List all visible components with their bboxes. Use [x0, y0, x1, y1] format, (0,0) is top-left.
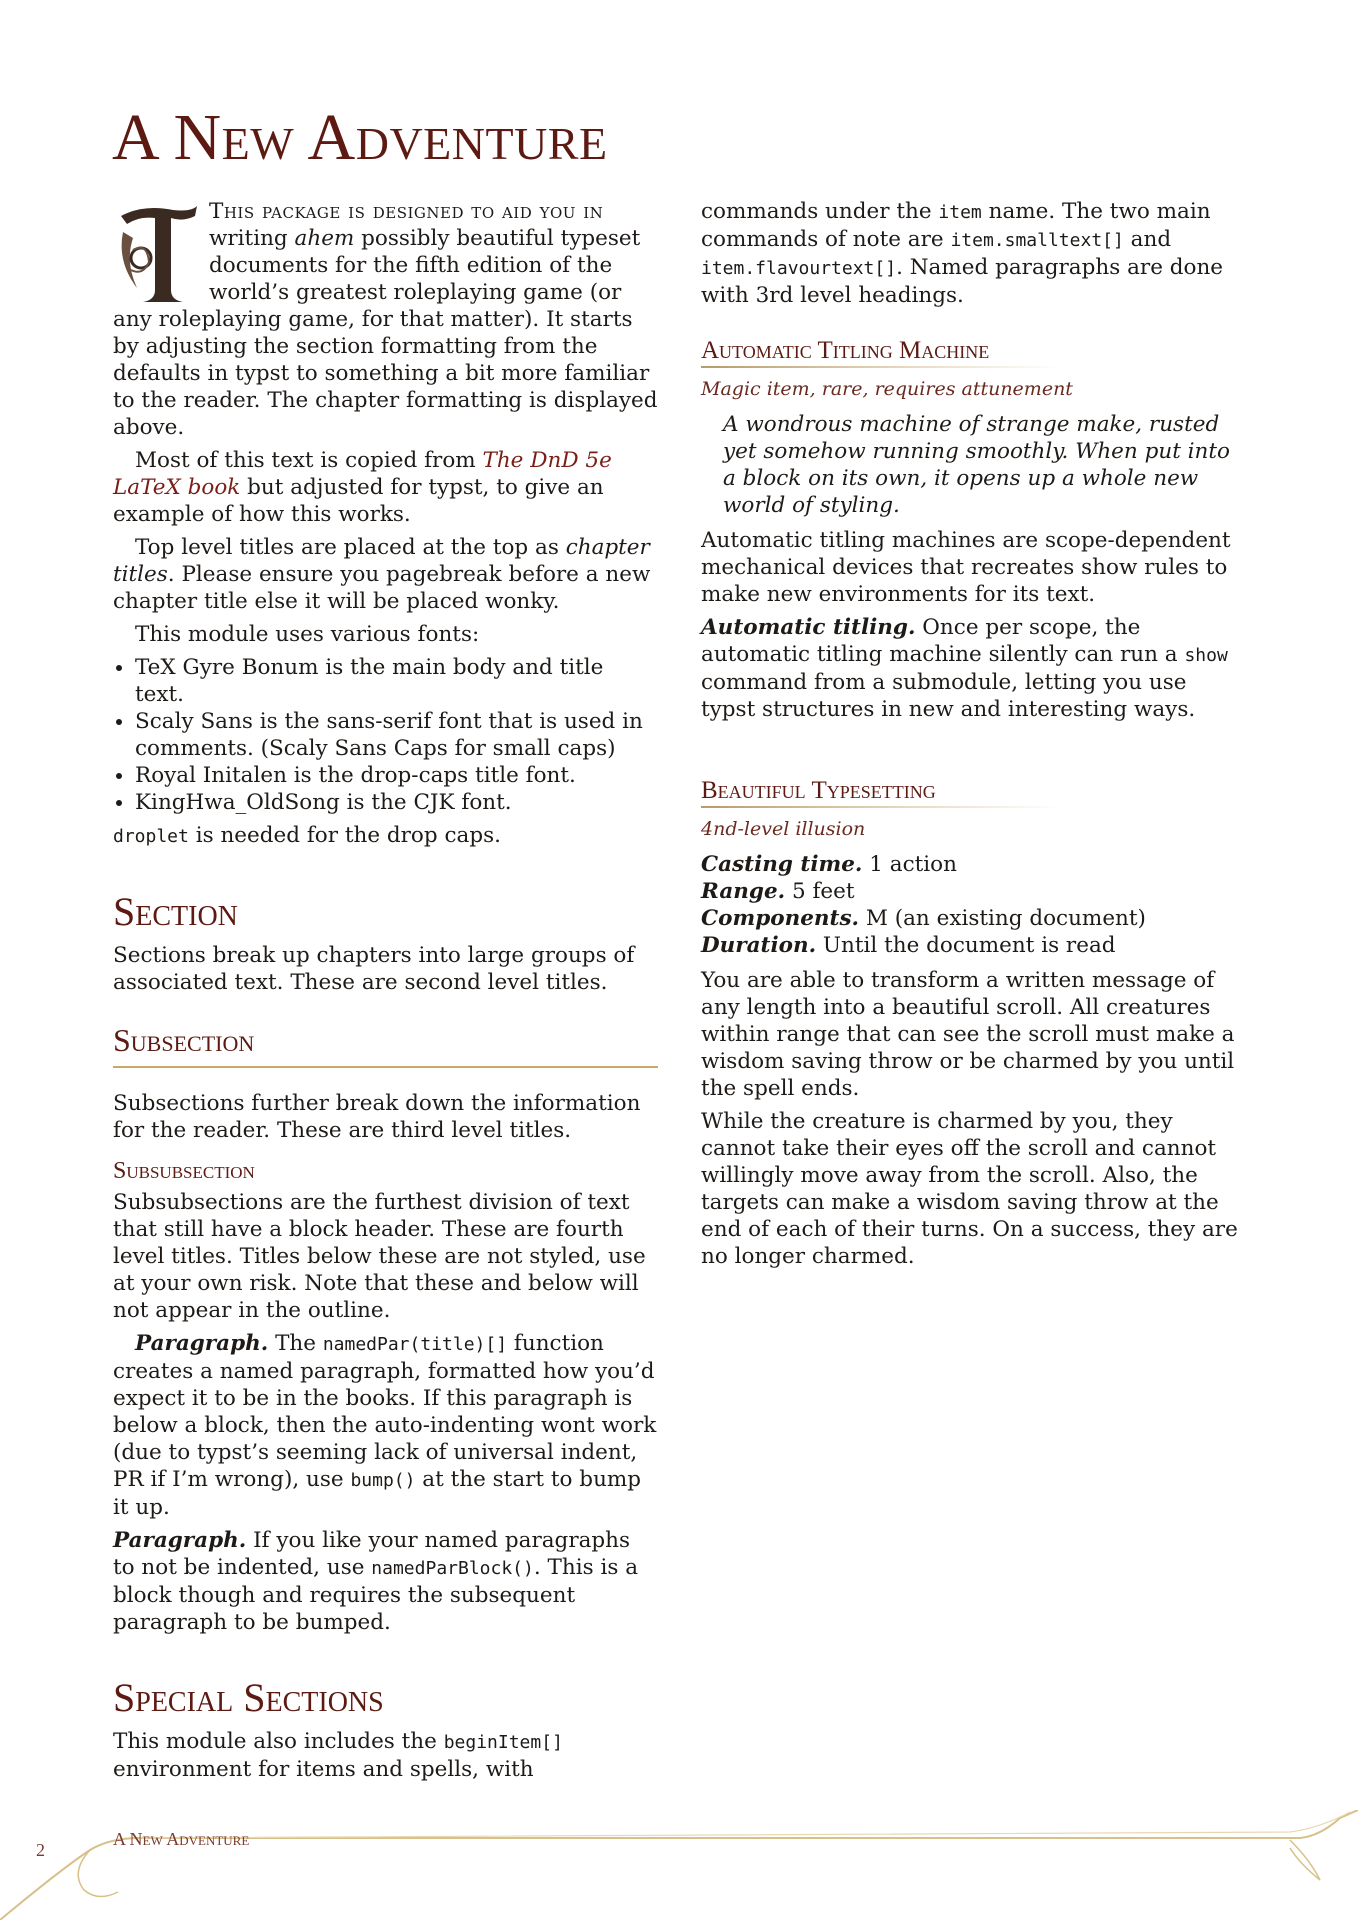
spell-heading: Beautiful Typesetting: [701, 777, 936, 804]
special-sections-heading: Special Sections: [113, 1675, 384, 1720]
stat-value: 1 action: [862, 852, 957, 877]
item-subtitle: Magic item, rare, requires attunement: [701, 378, 1073, 400]
stat-label: Casting time.: [701, 852, 863, 877]
para1-text-a: The: [268, 1331, 323, 1356]
spell-range: [701, 878, 1241, 905]
paragraph-top-level: [113, 534, 658, 615]
para1-text-c: at the start to bump it up.: [113, 1467, 642, 1520]
named-paragraph-2: [113, 1527, 658, 1636]
spell-casting-time: [701, 851, 1241, 878]
intro-paragraph: [113, 198, 658, 441]
spell-description-1: You are able to transform a written message of any length into a beautiful scroll. All creatures within range that can see the scroll must make a wisdom saving throw or be charmed by you until the spell ends.: [701, 968, 1235, 1101]
para1-code-bump: bump(): [350, 1470, 416, 1491]
spell-heading-rule: [701, 806, 1061, 808]
chapter-title: A New Adventure: [112, 101, 608, 174]
spell-duration: [701, 932, 1241, 959]
list-item: • TeX Gyre Bonum is the main body and title text.: [135, 654, 658, 708]
cont-code-smalltext: item.smalltext[]: [950, 230, 1124, 251]
spell-description-2: While the creature is charmed by you, they cannot take their eyes off the scroll and cannot willingly move away from the scroll. Also, the targets can make a wisdom saving throw at the end of each of their turns. On a success, they are no longer charmed.: [701, 1109, 1238, 1269]
subsubsection-text: Subsubsections are the furthest division of text that still have a block header. These are fourth level titles. Titles below these are not styled, use at your own risk. Note that these and below will not appear in the outline.: [113, 1190, 646, 1323]
subsection-heading: Subsection: [113, 1022, 255, 1058]
stat-value: M (an existing document): [859, 906, 1146, 931]
named-paragraph-title: Paragraph.: [113, 1528, 247, 1553]
para2-code: namedParBlock(): [371, 1558, 534, 1579]
stat-label: Duration.: [701, 933, 817, 958]
intro-lead-text: This package is designed to aid you in: [209, 199, 604, 224]
section-heading: Section: [113, 889, 238, 934]
special-text-b: environment for items and spells, with: [113, 1757, 534, 1782]
stat-value: 5 feet: [785, 879, 855, 904]
para2-text-a: If you like your named paragraphs to not be indented, use: [113, 1528, 631, 1580]
droplet-code: droplet: [113, 826, 189, 847]
cont-code-flavourtext: item.flavourtext[]: [701, 258, 897, 279]
stat-value: Until the document is read: [816, 933, 1116, 958]
item-description: Automatic titling machines are scope-dependent mechanical devices that recreates show rules to make new environments for its text.: [701, 528, 1231, 607]
item-heading-rule: [701, 366, 1061, 368]
list-item: • KingHwa_OldSong is the CJK font.: [135, 789, 658, 816]
cont-code-item: item: [938, 202, 982, 223]
item-named-title: Automatic titling.: [701, 615, 916, 640]
para2-text-b: . This is a block though and requires the subsequent paragraph to be bumped.: [113, 1555, 639, 1635]
page-number: 2: [36, 1840, 45, 1860]
item-named-paragraph: [701, 614, 1241, 723]
intro-ahem: ahem: [294, 226, 355, 251]
running-title: A New Adventure: [113, 1829, 250, 1849]
cont-text-c: and: [1123, 227, 1172, 252]
section-text: Sections break up chapters into large groups of associated text. These are second level titles.: [113, 943, 635, 995]
intro-text-1: writing: [209, 226, 295, 251]
item-heading: Automatic Titling Machine: [701, 337, 990, 364]
p3-text-b: . Please ensure you pagebreak before a new chapter title else it will be placed wonky.: [113, 562, 651, 614]
paragraph-copied: [113, 447, 658, 528]
para1-text-b: function creates a named paragraph, formatted how you’d expect it to be in the books. If this paragraph is below a block, then the auto-indenting wont work (due to typst’s seeming lack of universal indent, PR if I’m wrong), use: [113, 1331, 657, 1492]
dropcap-t-icon: [113, 202, 201, 306]
spell-components: [701, 905, 1241, 932]
cont-text-b: name. The two main commands of note are: [701, 199, 1211, 252]
cont-text-a: commands under the: [701, 199, 939, 224]
named-paragraph-title: Paragraph.: [135, 1331, 269, 1356]
item-flavour-text: A wondrous machine of strange make, rusted yet somehow running smoothly. When put into a block on its own, it opens up a whole new world of styling.: [723, 412, 1230, 518]
stat-label: Components.: [701, 906, 860, 931]
item-named-text-a: Once per scope, the automatic titling machine silently can run a: [701, 615, 1185, 667]
list-item: • Royal Initalen is the drop-caps title font.: [135, 762, 658, 789]
right-column: [701, 198, 1241, 1276]
p3-text-a: Top level titles are placed at the top as: [135, 535, 566, 560]
subsection-rule: [113, 1066, 658, 1068]
item-named-text-b: command from a submodule, letting you use typst structures in new and interesting ways.: [701, 670, 1196, 722]
dnd-latex-book-link[interactable]: The DnD 5e LaTeX book: [113, 448, 612, 500]
special-code: beginItem[]: [443, 1732, 563, 1753]
paragraph-droplet: [113, 822, 658, 850]
special-text-a: This module also includes the: [113, 1729, 444, 1754]
cont-text-d: . Named paragraphs are done with 3rd level headings.: [701, 255, 1224, 308]
paragraph-fonts: This module uses various fonts:: [135, 622, 480, 647]
para1-code: namedPar(title)[]: [322, 1334, 508, 1355]
stat-label: Range.: [701, 879, 786, 904]
p2-text-a: Most of this text is copied from: [135, 448, 483, 473]
named-paragraph-1: [113, 1330, 658, 1521]
subsubsection-heading: Subsubsection: [113, 1158, 255, 1184]
subsection-text: Subsections further break down the information for the reader. These are third level titles.: [113, 1091, 641, 1143]
left-column: [113, 198, 658, 1789]
p3-emphasis: chapter titles: [113, 535, 650, 587]
intro-text-2: possibly beautiful typeset documents for the fifth edition of the world’s greatest roleplaying game (or any roleplaying game, for that matter). It starts by adjusting the section formatting from the defaults in typst to something a bit more familiar to the reader. The chapter formatting is displayed above.: [113, 226, 658, 440]
p2-text-b: but adjusted for typst, to give an example of how this works.: [113, 475, 604, 527]
list-item: • Scaly Sans is the sans-serif font that is used in comments. (Scaly Sans Caps for small caps): [135, 708, 658, 762]
special-sections-text: [113, 1728, 658, 1783]
continued-paragraph: [701, 198, 1241, 309]
spell-subtitle: 4nd-level illusion: [701, 818, 866, 840]
footer-ornament: [0, 1810, 1358, 1920]
droplet-text: is needed for the drop caps.: [188, 823, 501, 848]
item-named-code: show: [1184, 645, 1228, 666]
fonts-list: [113, 654, 658, 816]
